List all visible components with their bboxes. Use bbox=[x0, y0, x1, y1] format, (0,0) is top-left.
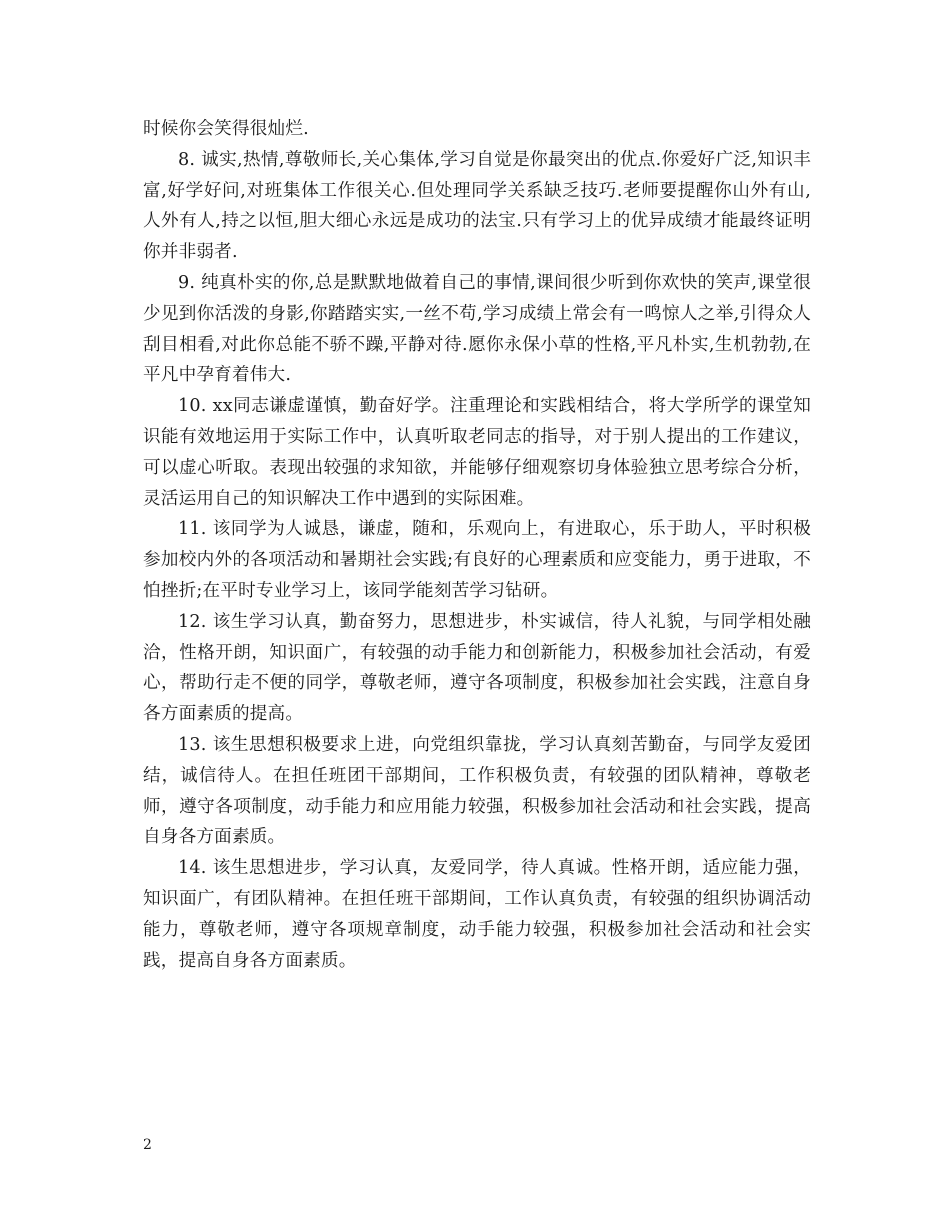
paragraph-item-13: 13. 该生思想积极要求上进，向党组织靠拢，学习认真刻苦勤奋，与同学友爱团结，诚信待人。在担任班团干部期间，工作积极负责，有较强的团队精神，尊敬老师，遵守各项制度，动手能力和应用能力较强，积极参加社会活动和社会实践，提高自身各方面素质。 bbox=[143, 734, 811, 848]
paragraph-continuation: 时候你会笑得很灿烂. bbox=[143, 119, 309, 139]
paragraph-item-11: 11. 该同学为人诚恳，谦虚，随和，乐观向上，有进取心，乐于助人，平时积极参加校内外的各项活动和暑期社会实践;有良好的心理素质和应变能力，勇于进取，不怕挫折;在平时专业学习上，该同学能刻苦学习钻研。 bbox=[143, 519, 811, 601]
paragraph-item-8: 8. 诚实,热情,尊敬师长,关心集体,学习自觉是你最突出的优点.你爱好广泛,知识丰富,好学好问,对班集体工作很关心.但处理同学关系缺乏技巧.老师要提醒你山外有山,人外有人,持之以恒,胆大细心永远是成功的法宝.只有学习上的优异成绩才能最终证明你并非弱者. bbox=[143, 149, 811, 263]
paragraph-item-10: 10. xx同志谦虚谨慎，勤奋好学。注重理论和实践相结合，将大学所学的课堂知识能有效地运用于实际工作中，认真听取老同志的指导，对于别人提出的工作建议，可以虚心听取。表现出较强的求知欲，并能够仔细观察切身体验独立思考综合分析，灵活运用自己的知识解决工作中遇到的实际困难。 bbox=[143, 396, 811, 509]
paragraph-item-12: 12. 该生学习认真，勤奋努力，思想进步，朴实诚信，待人礼貌，与同学相处融洽，性格开朗，知识面广，有较强的动手能力和创新能力，积极参加社会活动，有爱心，帮助行走不便的同学，尊敬老师，遵守各项制度，积极参加社会实践，注意自身各方面素质的提高。 bbox=[143, 611, 811, 725]
body-text bbox=[143, 114, 811, 976]
paragraph-item-9: 9. 纯真朴实的你,总是默默地做着自己的事情,课间很少听到你欢快的笑声,课堂很少见到你活泼的身影,你踏踏实实,一丝不苟,学习成绩上常会有一鸣惊人之举,引得众人刮目相看,对此你总能不骄不躁,平静对待.愿你永保小草的性格,平凡朴实,生机勃勃,在平凡中孕育着伟大. bbox=[143, 272, 811, 386]
page-number: 2 bbox=[143, 1137, 152, 1153]
paragraph-item-14: 14. 该生思想进步，学习认真，友爱同学，待人真诚。性格开朗，适应能力强，知识面广，有团队精神。在担任班干部期间，工作认真负责，有较强的组织协调活动能力，尊敬老师，遵守各项规章制度，动手能力较强，积极参加社会活动和社会实践，提高自身各方面素质。 bbox=[143, 858, 811, 971]
